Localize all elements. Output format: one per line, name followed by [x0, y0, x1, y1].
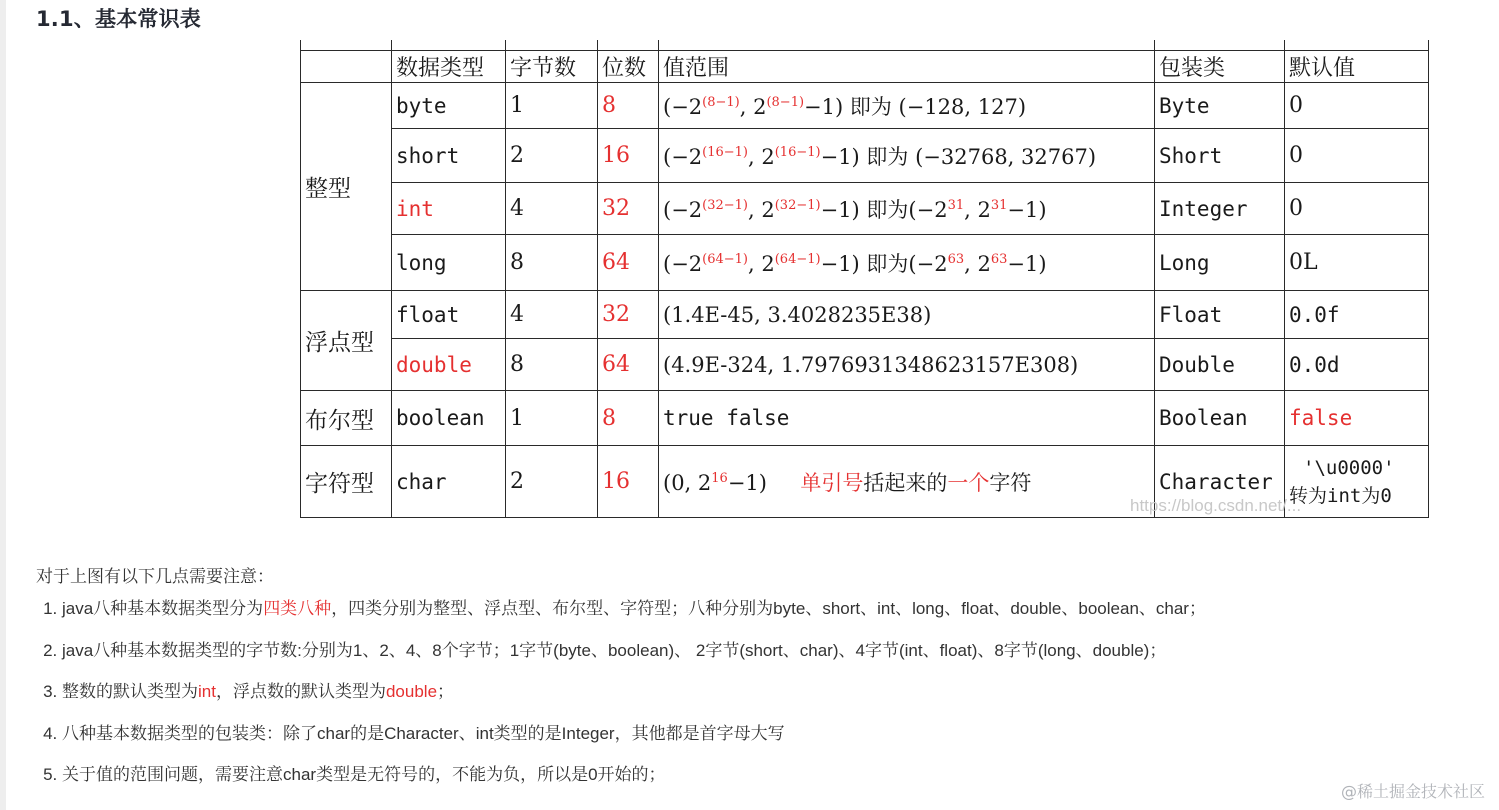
range-exponent: 63	[990, 251, 1008, 267]
image-watermark: https://blog.csdn.net/...	[1130, 496, 1302, 515]
default-cell	[1285, 446, 1429, 518]
bytes-cell: 1	[506, 391, 598, 446]
range-part: , 2	[748, 197, 775, 222]
wrapper-cell: Long	[1155, 235, 1285, 291]
data-types-table	[300, 40, 1429, 518]
note-text: 整数的默认类型为	[62, 682, 198, 701]
type-cell: long	[392, 235, 506, 291]
table-row	[301, 83, 1429, 129]
list-item	[62, 679, 1499, 721]
range-exponent: (64−1)	[702, 251, 749, 267]
table-header-row	[301, 51, 1429, 83]
category-cell-float: 浮点型	[301, 291, 392, 391]
table-row	[301, 183, 1429, 235]
notes-title: 对于上图有以下几点需要注意：	[36, 567, 274, 587]
category-cell-char: 字符型	[301, 446, 392, 518]
range-cell	[659, 235, 1155, 291]
note-text: ，四类分别为整型、浮点型、布尔型、字符型；八种分别为byte、short、int、long、float、double、boolean、char；	[331, 599, 1206, 618]
range-cell	[659, 446, 1155, 518]
bits-cell: 8	[598, 391, 659, 446]
default-cell: 0.0f	[1285, 291, 1429, 339]
header-cell-default: 默认值	[1285, 51, 1429, 83]
header-cell-empty	[301, 51, 392, 83]
range-cell: true false	[659, 391, 1155, 446]
range-part: −1)	[1007, 197, 1047, 222]
range-part: −1)	[1007, 251, 1047, 276]
bytes-cell: 2	[506, 129, 598, 183]
wrapper-cell: Character	[1155, 446, 1285, 518]
table-row	[301, 129, 1429, 183]
range-exponent: (32−1)	[702, 197, 749, 213]
note-text: java八种基本数据类型分为	[62, 599, 264, 618]
type-cell: float	[392, 291, 506, 339]
bits-cell: 32	[598, 291, 659, 339]
note-text: 八种基本数据类型的包装类：除了char的是Character、int类型的是Integer，其他都是首字母大写	[62, 723, 785, 743]
wrapper-cell: Integer	[1155, 183, 1285, 235]
bits-cell: 32	[598, 183, 659, 235]
wrapper-cell: Short	[1155, 129, 1285, 183]
default-cell: 0L	[1285, 235, 1429, 291]
note-text: ；	[437, 682, 455, 701]
range-part: (0, 2	[663, 470, 712, 495]
note-highlight: 四类八种	[263, 599, 332, 618]
range-exponent: (64−1)	[774, 251, 821, 267]
bytes-cell: 4	[506, 291, 598, 339]
range-part: , 2	[748, 144, 775, 169]
category-cell-integer: 整型	[301, 83, 392, 291]
bits-cell: 16	[598, 129, 659, 183]
bits-cell: 8	[598, 83, 659, 129]
range-part: −1) 即为 (−32768, 32767)	[820, 144, 1097, 169]
list-item	[62, 762, 1499, 804]
note-text: 关于值的范围问题，需要注意char类型是无符号的，不能为负，所以是0开始的；	[62, 765, 666, 784]
note-text: ，浮点数的默认类型为	[215, 682, 386, 701]
range-exponent: (8−1)	[702, 94, 740, 110]
wrapper-cell: Double	[1155, 339, 1285, 391]
range-exponent: (16−1)	[702, 144, 749, 160]
bytes-cell: 4	[506, 183, 598, 235]
default-cell: 0	[1285, 129, 1429, 183]
range-exponent: (16−1)	[774, 144, 821, 160]
type-cell: char	[392, 446, 506, 518]
table-row	[301, 235, 1429, 291]
bytes-cell: 8	[506, 235, 598, 291]
char-note: 括起来的	[863, 470, 948, 495]
list-item	[62, 638, 1499, 680]
range-exponent: 16	[711, 470, 728, 486]
default-cell: false	[1285, 391, 1429, 446]
range-exponent: 31	[947, 197, 965, 213]
range-part: −1) 即为(−2	[820, 197, 948, 222]
header-cell-bits: 位数	[598, 51, 659, 83]
list-item	[62, 721, 1499, 763]
range-part: −1)	[727, 470, 767, 495]
range-part: −1) 即为(−2	[820, 251, 948, 276]
notes-list	[36, 596, 1499, 804]
range-part: , 2	[964, 251, 991, 276]
range-part: −1) 即为 (−128, 127)	[804, 94, 1027, 119]
bits-cell: 64	[598, 339, 659, 391]
wrapper-cell: Float	[1155, 291, 1285, 339]
range-cell: (1.4E-45, 3.4028235E38)	[659, 291, 1155, 339]
wrapper-cell: Boolean	[1155, 391, 1285, 446]
table-row	[301, 291, 1429, 339]
note-text: java八种基本数据类型的字节数:分别为1、2、4、8个字节；1字节(byte、boolean)、 2字节(short、char)、4字节(int、float)、8字节(long、double)；	[62, 640, 1167, 660]
type-cell: boolean	[392, 391, 506, 446]
range-exponent: (8−1)	[766, 94, 805, 110]
wrapper-cell: Byte	[1155, 83, 1285, 129]
range-exponent: 63	[947, 251, 965, 267]
type-cell: int	[392, 183, 506, 235]
range-cell: (4.9E-324, 1.7976931348623157E308)	[659, 339, 1155, 391]
default-line: 转为int为0	[1289, 484, 1392, 507]
default-cell: 0	[1285, 183, 1429, 235]
range-part: (−2	[663, 251, 703, 276]
range-exponent: 31	[990, 197, 1008, 213]
range-cell	[659, 183, 1155, 235]
range-exponent: (32−1)	[774, 197, 821, 213]
section-heading: 1.1、基本常识表	[36, 7, 202, 31]
char-note: 字符	[989, 470, 1032, 495]
type-cell: byte	[392, 83, 506, 129]
table-row	[301, 391, 1429, 446]
bits-cell: 64	[598, 235, 659, 291]
char-note-red: 单引号	[800, 470, 864, 495]
list-item	[62, 596, 1499, 638]
site-watermark: @稀土掘金技术社区	[1340, 782, 1485, 801]
bytes-cell: 8	[506, 339, 598, 391]
bytes-cell: 2	[506, 446, 598, 518]
char-note-red: 一个	[947, 470, 990, 495]
range-cell	[659, 129, 1155, 183]
default-line: '\u0000'	[1303, 456, 1395, 479]
range-part: (−2	[663, 144, 703, 169]
data-types-table-image	[300, 40, 1430, 520]
header-cell-range: 值范围	[659, 51, 1155, 83]
note-highlight: double	[385, 682, 438, 701]
category-cell-boolean: 布尔型	[301, 391, 392, 446]
bytes-cell: 1	[506, 83, 598, 129]
range-part: (−2	[663, 94, 703, 119]
range-part: (−2	[663, 197, 703, 222]
type-cell: double	[392, 339, 506, 391]
default-cell: 0	[1285, 83, 1429, 129]
default-cell: 0.0d	[1285, 339, 1429, 391]
table-row	[301, 339, 1429, 391]
type-cell: short	[392, 129, 506, 183]
range-part: , 2	[748, 251, 775, 276]
range-part: , 2	[739, 94, 767, 119]
header-cell-type: 数据类型	[392, 51, 506, 83]
bits-cell: 16	[598, 446, 659, 518]
page-left-border	[0, 0, 6, 810]
header-cell-wrapper: 包装类	[1155, 51, 1285, 83]
note-highlight: int	[198, 682, 216, 701]
range-part: , 2	[964, 197, 991, 222]
range-cell	[659, 83, 1155, 129]
header-cell-bytes: 字节数	[506, 51, 598, 83]
